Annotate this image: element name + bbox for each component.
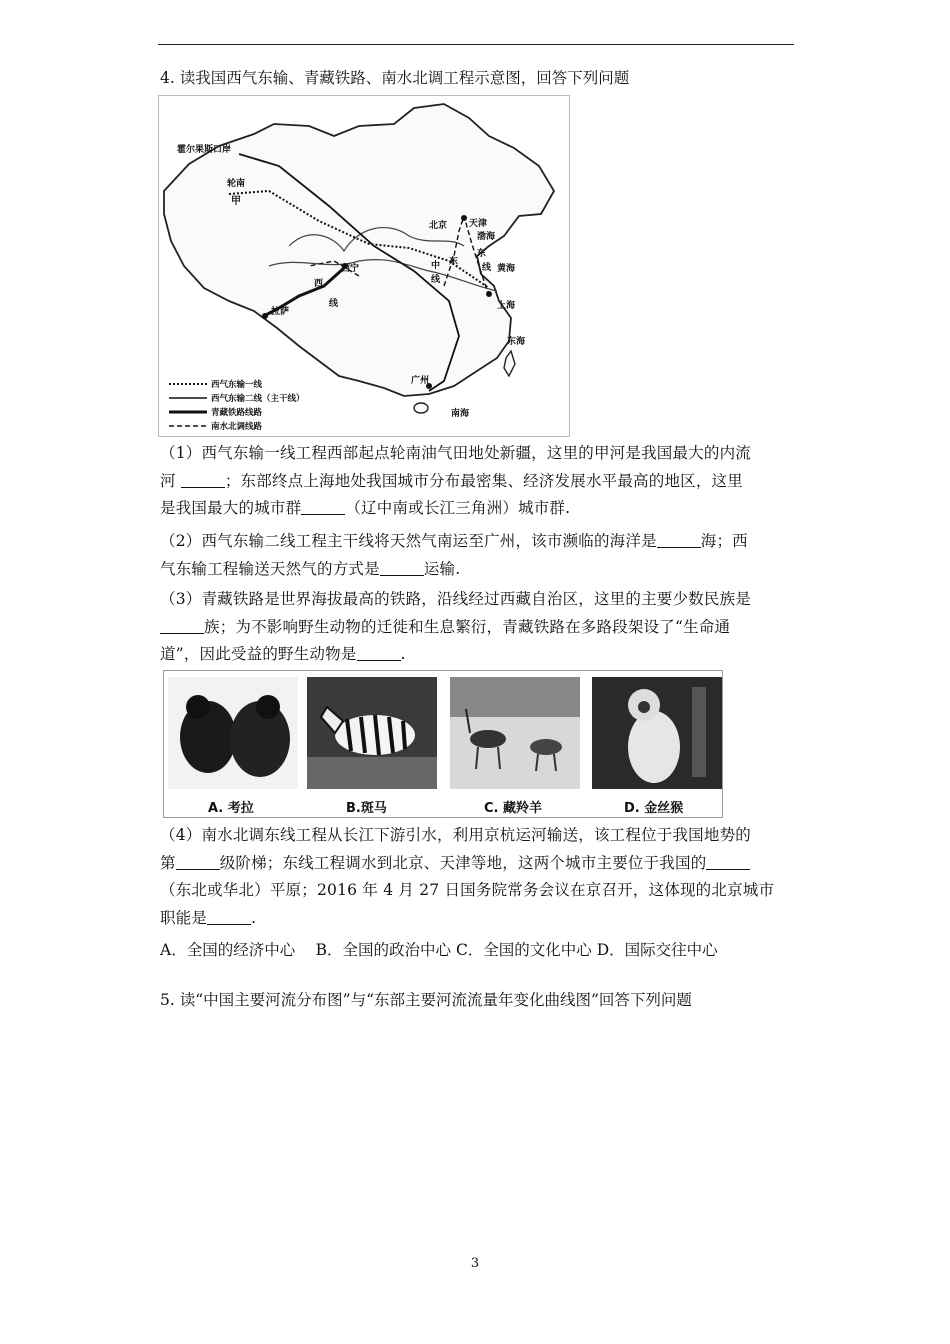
q4-part3 <box>160 586 792 669</box>
legend-item-pipeline-1: 西气东输一线 <box>211 380 263 390</box>
answer-blank[interactable] <box>176 855 220 870</box>
animal-photos <box>163 670 723 818</box>
label-beijing: 北京 <box>429 221 448 231</box>
q4-part1-line1: （1）西气东输一线工程西部起点轮南油气田地处新疆，这里的甲河是我国最大的内流 <box>160 444 751 462</box>
q4-part1-text-2: ；东部终点上海地处我国城市分布最密集、经济发展水平最高的地区，这里 <box>224 471 743 490</box>
label-xian2: 线 <box>329 299 339 309</box>
page-number: 3 <box>470 1256 480 1271</box>
label-shanghai: 上海 <box>497 301 516 311</box>
answer-blank[interactable] <box>181 473 225 488</box>
option-d-caption: D. 金丝猴 <box>624 801 684 816</box>
label-xining: 西宁 <box>341 264 360 274</box>
label-east-line-1: 东 <box>477 249 487 259</box>
q4-part4 <box>160 822 792 932</box>
header-rule <box>158 44 794 45</box>
label-horgos: 霍尔果斯口岸 <box>177 145 232 155</box>
q4-part3-text-4: . <box>400 645 406 663</box>
label-guangzhou: 广州 <box>411 376 430 386</box>
q4-part1-text: 河 <box>160 471 176 490</box>
q4-part2-text: （2）西气东输二线工程主干线将天然气南运至广州，该市濒临的海洋是 <box>160 532 657 550</box>
taiwan-outline <box>504 351 515 376</box>
option-c-caption: C. 藏羚羊 <box>484 801 543 816</box>
q4-part4-text-3: 级阶梯；东线工程调水到北京、天津等地，这两个城市主要位于我国的 <box>219 853 707 872</box>
china-projects-map <box>158 95 570 437</box>
q4-part4-text-5: 职能是 <box>160 908 208 927</box>
q4-part2 <box>160 528 792 583</box>
label-xi: 西 <box>314 279 324 289</box>
q4-options: A．全国的经济中心 B．全国的政治中心 C．全国的文化中心 D．国际交往中心 <box>160 941 718 959</box>
question-5-title: 5. 读“中国主要河流分布图”与“东部主要河流流量年变化曲线图”回答下列问题 <box>160 991 692 1009</box>
lhasa-dot <box>262 313 268 319</box>
option-b-caption: B.斑马 <box>346 801 387 816</box>
legend-item-water-diversion: 南水北调线路 <box>211 422 263 432</box>
answer-blank[interactable] <box>301 500 345 515</box>
zebra-photo <box>307 677 437 789</box>
answer-blank[interactable] <box>160 619 204 634</box>
label-dong: 东 <box>449 257 459 267</box>
label-huanghai: 黄海 <box>497 264 516 274</box>
label-nanhai: 南海 <box>451 409 470 419</box>
zebra-image <box>307 677 437 789</box>
question-4-title: 4. 读我国西气东输、青藏铁路、南水北调工程示意图，回答下列问题 <box>160 69 630 87</box>
q4-part1 <box>160 440 792 523</box>
beijing-dot <box>461 215 467 221</box>
answer-blank[interactable] <box>207 910 251 925</box>
koala-photo <box>168 677 298 789</box>
label-xian-char: 线 <box>431 275 441 285</box>
label-donghai: 东海 <box>507 337 526 347</box>
antelope-photo <box>450 677 580 789</box>
q4-part1-text-4: （辽中南或长江三角洲）城市群. <box>345 499 571 517</box>
q4-part1-text-3: 是我国最大的城市群 <box>160 499 302 517</box>
golden-monkey-photo <box>592 677 722 789</box>
map-drawing <box>159 96 569 436</box>
q4-part2-text-3: 气东输工程输送天然气的方式是 <box>160 559 380 578</box>
option-a-caption: A. 考拉 <box>208 801 254 816</box>
q4-part3-text-2: 族；为不影响野生动物的迁徙和生息繁衍，青藏铁路在多路段架设了“生命通 <box>204 617 731 636</box>
answer-blank[interactable] <box>657 533 701 548</box>
koala-image <box>168 677 298 789</box>
q4-part2-text-2: 海；西 <box>700 532 748 550</box>
legend-item-railway: 青藏铁路线路 <box>211 408 263 418</box>
label-jia: 甲 <box>231 196 241 207</box>
label-lhasa: 拉萨 <box>271 307 290 317</box>
hainan-outline <box>414 403 428 413</box>
q4-part3-text: （3）青藏铁路是世界海拔最高的铁路，沿线经过西藏自治区，这里的主要少数民族是 <box>160 590 751 608</box>
legend-item-pipeline-2: 西气东输二线（主干线） <box>211 394 305 404</box>
answer-blank[interactable] <box>380 561 424 576</box>
map-legend <box>169 379 305 432</box>
antelope-image <box>450 677 580 789</box>
label-lunnan: 轮南 <box>227 179 246 189</box>
q4-part2-text-4: 运输. <box>423 559 461 578</box>
q4-part4-text: （4）南水北调东线工程从长江下游引水，利用京杭运河输送，该工程位于我国地势的 <box>160 826 751 844</box>
label-east-line-2: 线 <box>482 263 492 273</box>
q4-part4-text-6: . <box>251 908 257 927</box>
q4-part4-text-2: 第 <box>160 853 176 872</box>
label-bohai: 渤海 <box>477 232 496 242</box>
label-tianjin: 天津 <box>469 219 488 229</box>
answer-blank[interactable] <box>706 855 750 870</box>
answer-blank[interactable] <box>357 646 401 661</box>
label-zhong: 中 <box>431 261 441 271</box>
q4-part4-text-4: （东北或华北）平原；2016 年 4 月 27 日国务院常务会议在京召开，这体现的北京城市 <box>160 881 775 899</box>
shanghai-dot <box>486 291 492 297</box>
golden-monkey-image <box>592 677 722 789</box>
q4-part3-text-3: 道”，因此受益的野生动物是 <box>160 645 357 663</box>
